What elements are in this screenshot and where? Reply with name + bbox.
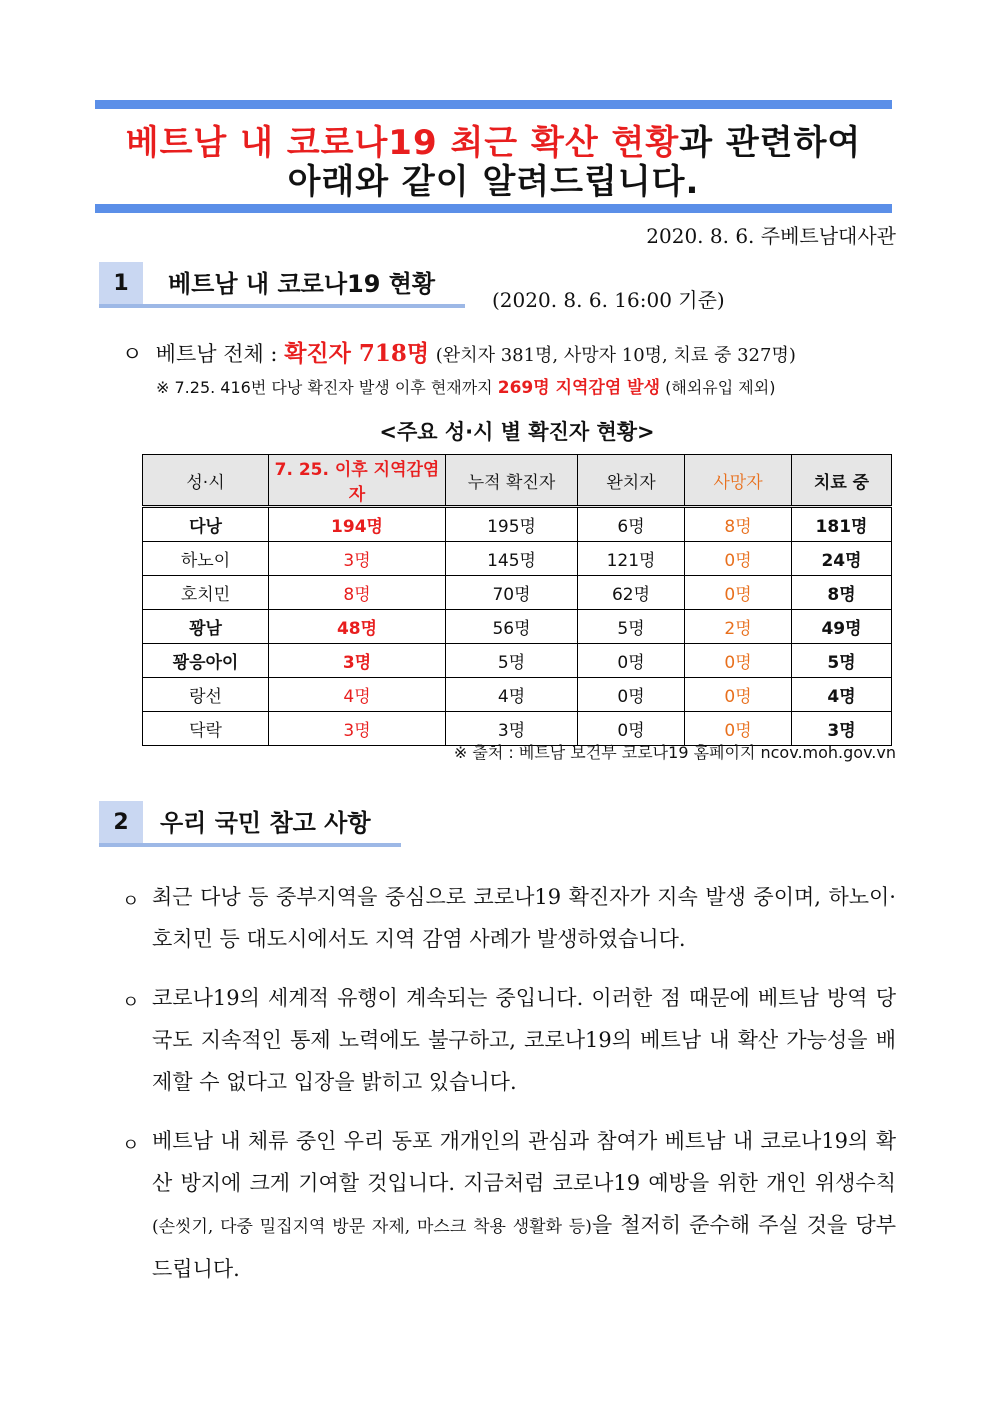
row-total: 3명 [446,712,578,746]
table-row [143,542,892,576]
para2-bullet: ㅇ [122,992,140,1013]
row-total: 5명 [446,644,578,678]
para3-text-a: 베트남 내 체류 중인 우리 동포 개개인의 관심과 참여가 베트남 내 코로나19의 확산 방지에 크게 기여할 것입니다. 지금처럼 코로나19 예방을 위한 개인 위생수칙 [152,1129,896,1195]
row-deaths: 0명 [685,678,792,712]
row-deaths: 0명 [685,542,792,576]
section1-basis: (2020. 8. 6. 16:00 기준) [492,288,725,312]
row-total: 56명 [446,610,578,644]
row-deaths: 0명 [685,644,792,678]
header-total: 누적 확진자 [446,455,578,507]
row-total: 4명 [446,678,578,712]
paragraph-2: 코로나19의 세계적 유행이 계속되는 중입니다. 이러한 점 때문에 베트남 방역 당국도 지속적인 통제 노력에도 불구하고, 코로나19의 베트남 내 확산 가능성을 배제할 수 없다고 입장을 밝히고 있습니다. [152,986,896,1094]
section2-title: 우리 국민 참고 사항 [160,809,371,837]
row-city: 호치민 [143,576,269,610]
section1-title: 베트남 내 코로나19 현황 [168,270,436,298]
row-treating: 5명 [792,644,892,678]
title-highlight: 베트남 내 코로나19 최근 확산 현황 [125,123,680,163]
row-deaths: 2명 [685,610,792,644]
row-local: 194명 [269,507,446,542]
section1-underline [99,304,465,308]
row-treating: 8명 [792,576,892,610]
table-header-row [143,455,892,507]
row-local: 48명 [269,610,446,644]
row-city: 꽝응아이 [143,644,269,678]
header-city: 성·시 [143,455,269,507]
row-city: 하노이 [143,542,269,576]
local-infection-note [156,376,775,400]
row-treating: 3명 [792,712,892,746]
table-title: <주요 성·시 별 확진자 현황> [379,420,655,444]
note-highlight: 269명 지역감염 발생 [497,378,661,398]
header-treating: 치료 중 [792,455,892,507]
row-local: 3명 [269,644,446,678]
header-top-bar [95,100,892,109]
city-cases-table [142,454,892,746]
row-treating: 181명 [792,507,892,542]
row-local: 4명 [269,678,446,712]
section1-number: 1 [99,262,143,306]
row-deaths: 8명 [685,507,792,542]
row-total: 195명 [446,507,578,542]
row-city: 꽝남 [143,610,269,644]
table-row [143,610,892,644]
row-recovered: 0명 [578,678,685,712]
page-title-line2: 아래와 같이 알려드립니다. [287,162,700,202]
table-row [143,507,892,542]
row-recovered: 5명 [578,610,685,644]
row-city: 랑선 [143,678,269,712]
row-total: 70명 [446,576,578,610]
para3-bullet: ㅇ [122,1135,140,1156]
row-treating: 4명 [792,678,892,712]
page-title-line1 [95,121,892,165]
row-local: 3명 [269,712,446,746]
row-local: 8명 [269,576,446,610]
row-recovered: 0명 [578,644,685,678]
row-local: 3명 [269,542,446,576]
para1-bullet: ㅇ [122,891,140,912]
row-city: 다낭 [143,507,269,542]
note-suffix: (해외유입 제외) [665,378,776,397]
row-city: 닥락 [143,712,269,746]
para3-text-b: (손씻기, 다중 밀집지역 방문 자제, 마스크 착용 생활화 등) [152,1217,592,1237]
section2-underline [99,843,401,847]
row-deaths: 0명 [685,576,792,610]
data-source: ※ 출처 : 베트남 보건부 코로나19 홈페이지 ncov.moh.gov.vn [453,743,896,762]
row-deaths: 0명 [685,712,792,746]
table-row [143,644,892,678]
para3-text-c: 을 철저히 준수해 주실 것을 당부드립니다. [152,1213,896,1281]
header-bottom-bar [95,204,892,213]
row-treating: 24명 [792,542,892,576]
row-total: 145명 [446,542,578,576]
row-treating: 49명 [792,610,892,644]
total-bullet [122,340,796,370]
table-row [143,678,892,712]
bullet-symbol: ㅇ [122,342,143,366]
table-row [143,576,892,610]
total-detail: (완치자 381명, 사망자 10명, 치료 중 327명) [435,345,796,366]
row-recovered: 121명 [578,542,685,576]
paragraph-3 [152,1120,896,1290]
header-deaths: 사망자 [685,455,792,507]
total-value: 확진자 718명 [284,340,430,367]
paragraph-1: 최근 다낭 등 중부지역을 중심으로 코로나19 확진자가 지속 발생 중이며, 하노이·호치민 등 대도시에서도 지역 감염 사례가 발생하였습니다. [152,885,896,951]
document-date: 2020. 8. 6. 주베트남대사관 [646,224,896,248]
row-recovered: 0명 [578,712,685,746]
total-label: 베트남 전체 : [155,342,278,366]
header-local: 7. 25. 이후 지역감염자 [269,455,446,507]
title-rest: 과 관련하여 [679,123,862,163]
note-prefix: ※ 7.25. 416번 다낭 확진자 발생 이후 현재까지 [156,378,493,397]
row-recovered: 62명 [578,576,685,610]
row-recovered: 6명 [578,507,685,542]
header-recovered: 완치자 [578,455,685,507]
section2-number: 2 [99,801,143,845]
